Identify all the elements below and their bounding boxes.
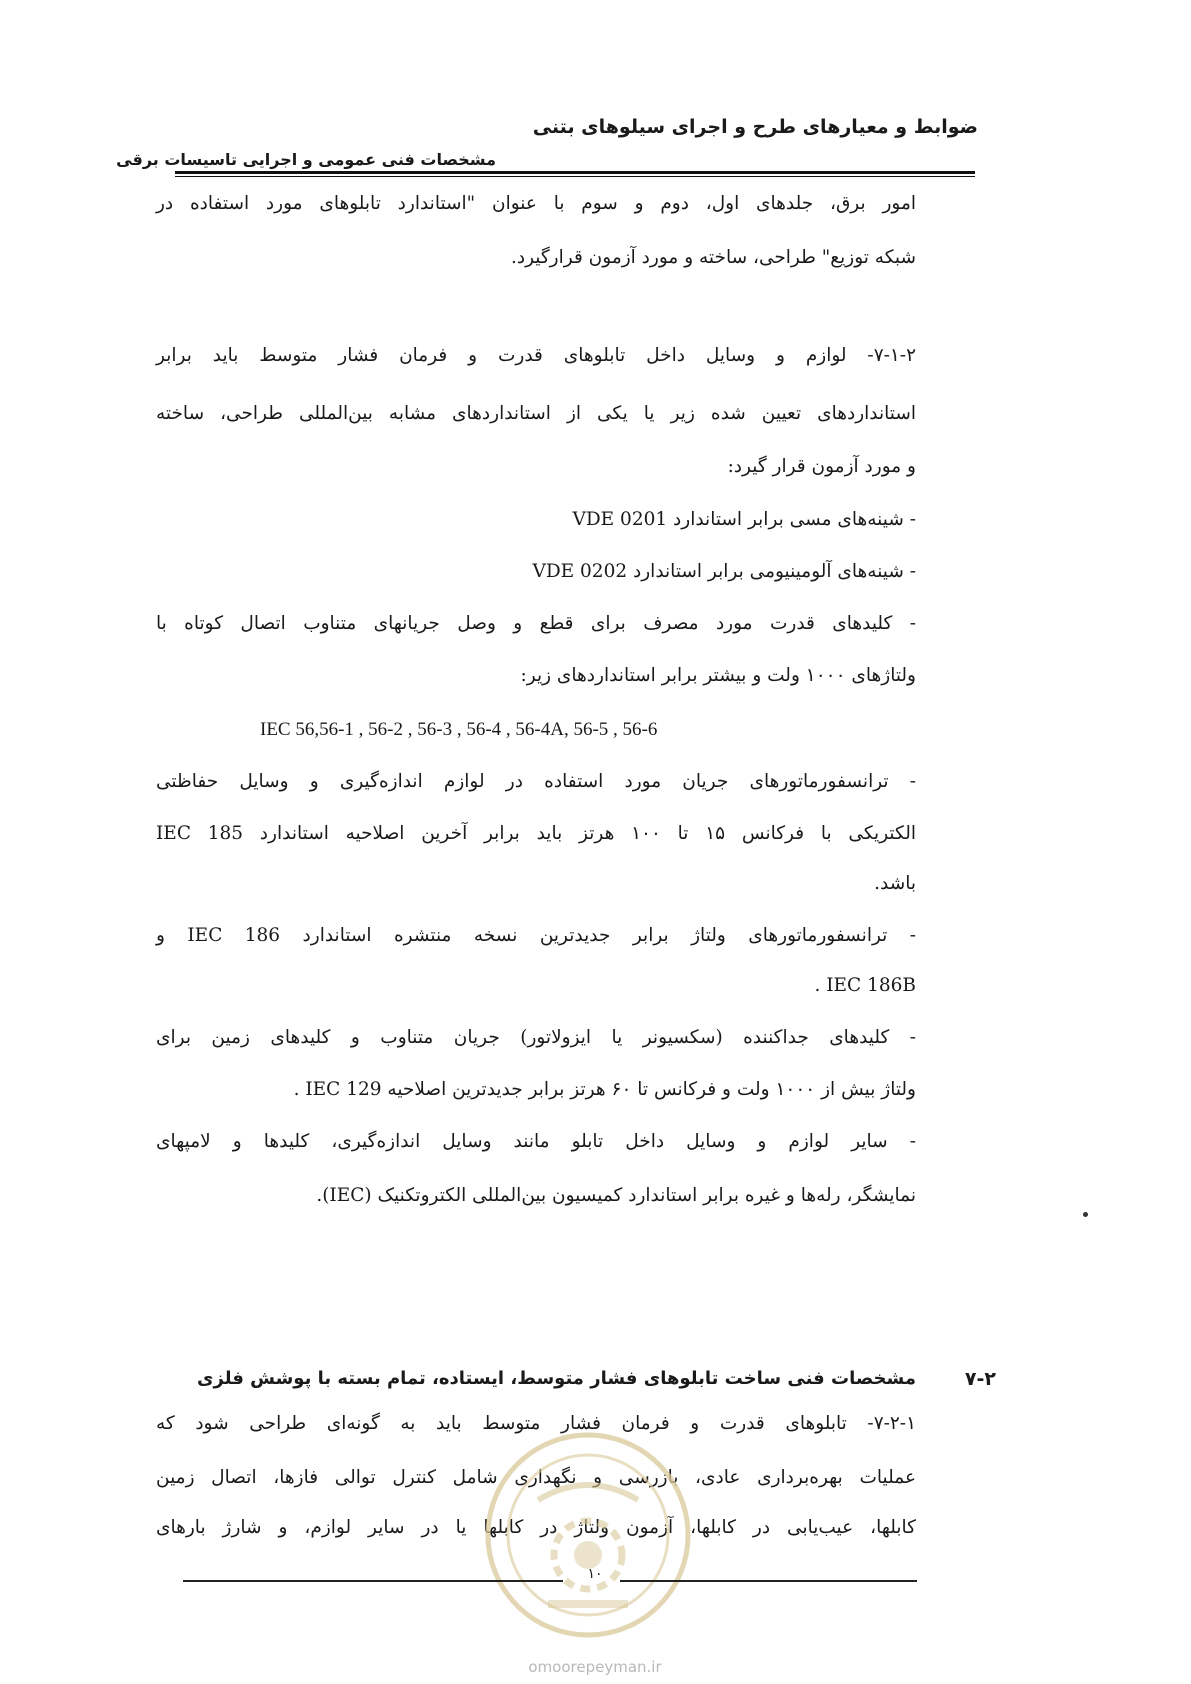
vt-line-2: IEC 186B . xyxy=(814,975,916,996)
running-header-title: ضوابط و معیارهای طرح و اجرای سیلوهای بتنی xyxy=(532,116,978,138)
ct-line-3: باشد. xyxy=(874,873,916,894)
section-heading: مشخصات فنی ساخت تابلوهای فشار متوسط، ایستاده، تمام بسته با پوشش فلزی xyxy=(197,1368,916,1389)
watermark-stamp-icon xyxy=(478,1425,698,1645)
intro-line-2: شبکه توزیع" طراحی، ساخته و مورد آزمون قرارگیرد. xyxy=(510,247,916,268)
list-item-copper-busbar: - شینه‌های مسی برابر استاندارد VDE 0201 xyxy=(572,509,916,530)
list-item-circuit-breakers-cont: ولتاژهای ۱۰۰۰ ولت و بیشتر برابر استانداردهای زیر: xyxy=(520,665,916,686)
ct-line-2: الکتریکی با فرکانس ۱۵ تا ۱۰۰ هرتز باید برابر آخرین اصلاحیه استاندارد IEC 185 xyxy=(156,823,916,844)
header-rule-thick xyxy=(175,171,975,174)
disc-line-2: ولتاژ بیش از ۱۰۰۰ ولت و فرکانس تا ۶۰ هرتز برابر جدیدترین اصلاحیه IEC 129 . xyxy=(293,1079,916,1100)
ct-line-1: - ترانسفورماتورهای جریان مورد استفاده در لوازم اندازه‌گیری و وسایل حفاظتی xyxy=(156,771,916,792)
running-header-subtitle: مشخصات فنی عمومی و اجرایی تاسیسات برقی xyxy=(116,150,496,169)
section-line-1: ۷-۲-۱- تابلوهای قدرت و فرمان فشار متوسط باید به گونه‌ای طراحی شود که xyxy=(156,1413,916,1434)
footer-rule-right xyxy=(620,1580,917,1582)
disc-line-3: - سایر لوازم و وسایل داخل تابلو مانند وسایل اندازه‌گیری، کلیدها و لامپهای xyxy=(156,1131,916,1152)
section-line-3: کابلها، عیب‌یابی در کابلها، آزمون ولتاژ در کابلها یا در سایر لوازم، و شارژ بارهای xyxy=(156,1517,916,1538)
disc-line-4: نمایشگر، رله‌ها و غیره برابر استاندارد کمیسیون بین‌المللی الکتروتکنیک (IEC). xyxy=(316,1185,916,1206)
intro-line-1: امور برق، جلدهای اول، دوم و سوم با عنوان "استاندارد تابلوهای مورد استفاده در xyxy=(156,193,916,214)
disc-line-1: - کلیدهای جداکننده (سکسیونر یا ایزولاتور) جریان متناوب و کلیدهای زمین برای xyxy=(156,1027,916,1048)
stray-mark xyxy=(1083,1212,1088,1217)
page-number: ۱۰ xyxy=(587,1566,603,1582)
footer-rule-left xyxy=(183,1580,563,1582)
iec-standards-line: IEC 56,56-1 , 56-2 , 56-3 , 56-4 , 56-4A, 56-5 , 56-6 xyxy=(260,719,658,740)
para-line-2: استانداردهای تعیین شده زیر یا یکی از استانداردهای مشابه بین‌المللی طراحی، ساخته xyxy=(156,403,916,424)
list-item-aluminium-busbar: - شینه‌های آلومینیومی برابر استاندارد VDE 0202 xyxy=(532,561,916,582)
section-number: ۷-۲ xyxy=(964,1368,996,1390)
vt-line-1: - ترانسفورماتورهای ولتاژ برابر جدیدترین نسخه منتشره استاندارد IEC 186 و xyxy=(156,925,917,946)
para-line-1: ۷-۱-۲- لوازم و وسایل داخل تابلوهای قدرت و فرمان فشار متوسط باید برابر xyxy=(156,345,916,366)
para-line-3: و مورد آزمون قرار گیرد: xyxy=(727,456,916,477)
watermark-url: omoorepeyman.ir xyxy=(528,1658,662,1676)
header-rule-thin xyxy=(175,176,975,177)
section-line-2: عملیات بهره‌برداری عادی، بازرسی و نگهداری شامل کنترل توالی فازها، اتصال زمین xyxy=(156,1467,916,1488)
list-item-circuit-breakers: - کلیدهای قدرت مورد مصرف برای قطع و وصل جریانهای متناوب اتصال کوتاه با xyxy=(156,613,916,634)
